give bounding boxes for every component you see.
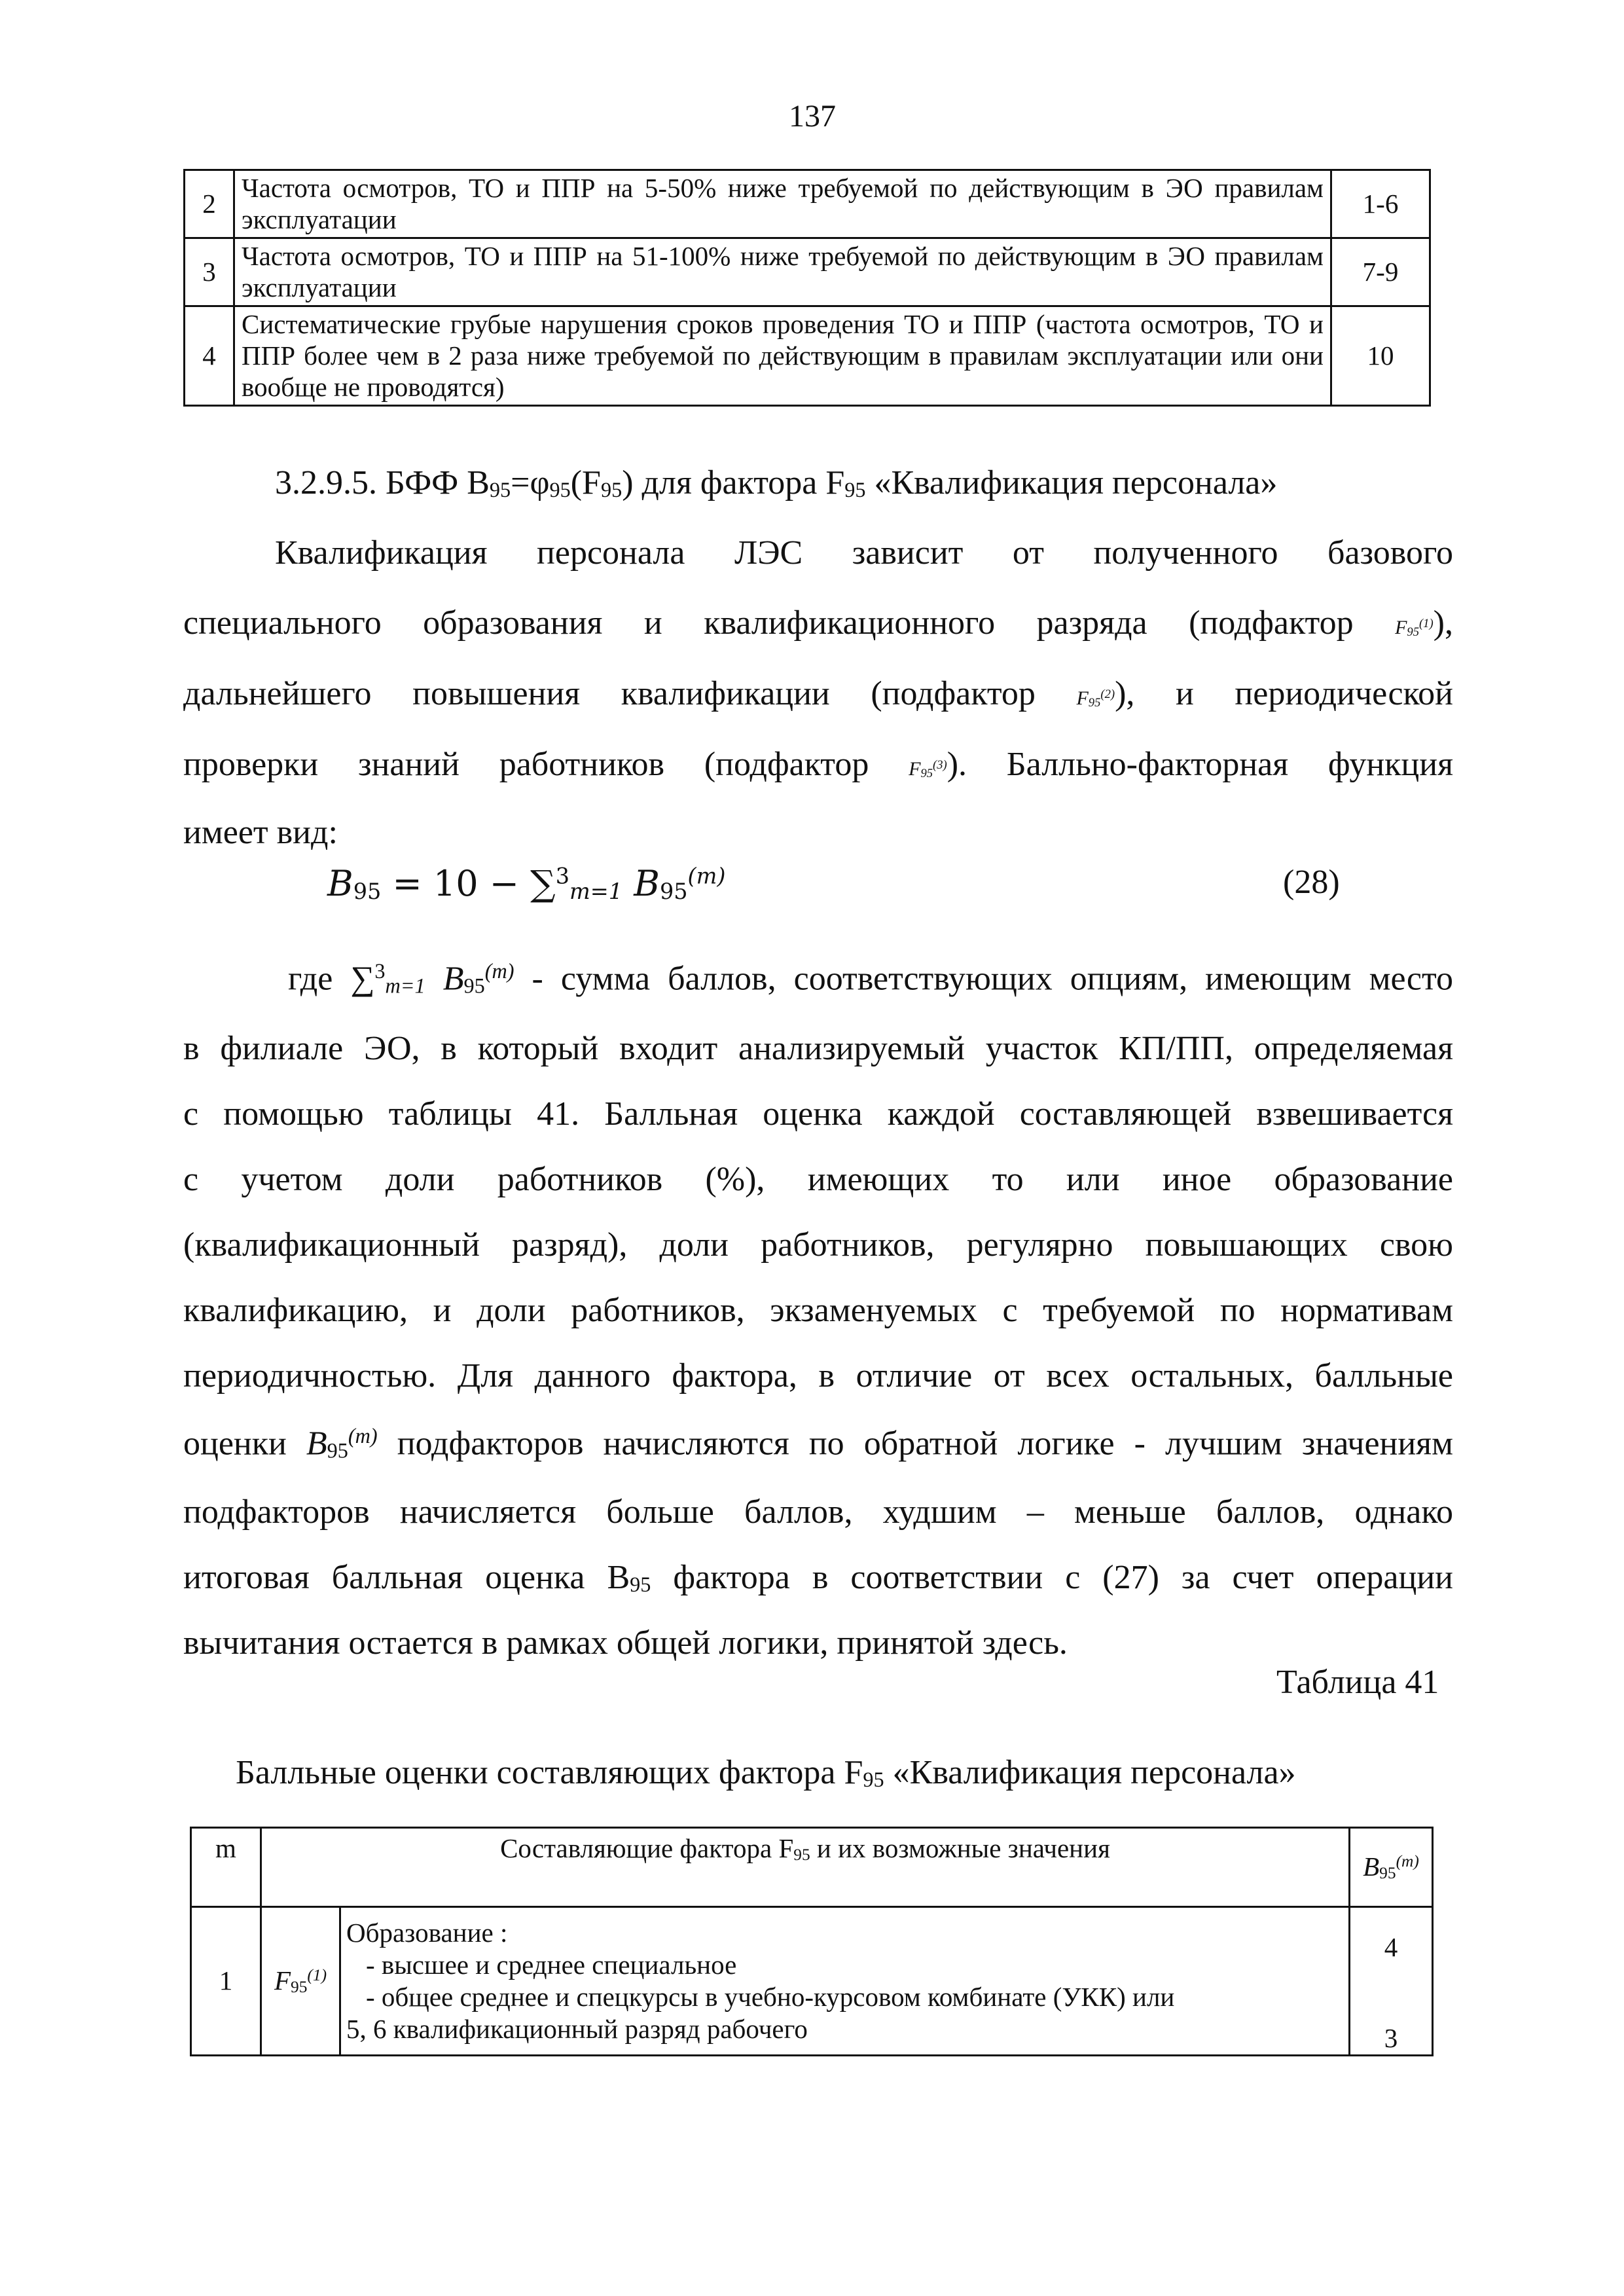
- row-line: - высшее и среднее специальное: [366, 1949, 737, 1980]
- heading-sub: 95: [600, 477, 623, 501]
- symbol-sup: (3): [933, 757, 947, 772]
- header-sub: 95: [793, 1845, 810, 1864]
- text-sub: 95: [463, 974, 485, 998]
- table-41: [190, 1827, 1434, 2056]
- row-text: Частота осмотров, ТО и ППР на 5-50% ниже требуемой по действующим в ЭО правилам эксплуатации: [234, 170, 1331, 238]
- title-part: «Квалификация персонала»: [884, 1754, 1296, 1791]
- text-part: ),: [1433, 604, 1453, 642]
- text-sup: 3: [374, 959, 386, 983]
- para2-line: с помощью таблицы 41. Балльная оценка каждой составляющей взвешивается: [183, 1095, 1453, 1133]
- text-part: - сумма баллов, соответствующих опциям, имеющим место: [514, 960, 1453, 998]
- para2-line: в филиале ЭО, в который входит анализируемый участок КП/ПП, определяемая: [183, 1030, 1453, 1067]
- score-value: 3: [1384, 2022, 1398, 2053]
- row-number: 3: [185, 238, 234, 306]
- symbol-sub: 95: [1088, 695, 1101, 710]
- subfactor-letter: F: [274, 1965, 291, 1996]
- table-row: [185, 238, 1430, 306]
- row-score: 1-6: [1331, 170, 1430, 238]
- para2-line: подфакторов начисляется больше баллов, худшим – меньше баллов, однако: [183, 1493, 1453, 1531]
- score-list: [1350, 1908, 1432, 2054]
- para2-line: вычитания остается в рамках общей логики, принятой здесь.: [183, 1624, 1068, 1662]
- formula-sub: 95: [353, 879, 382, 905]
- row-score: 10: [1331, 306, 1430, 405]
- table-row: [185, 170, 1430, 238]
- row-number: 2: [185, 170, 234, 238]
- subfactor-symbol: [1076, 687, 1115, 709]
- header-m: m: [191, 1828, 261, 1907]
- table-row: [185, 306, 1430, 405]
- heading-sub: 95: [844, 477, 866, 501]
- text-sub: 95: [327, 1438, 348, 1463]
- symbol-letter: F: [1395, 617, 1407, 638]
- para1-line: имеет вид:: [183, 814, 338, 851]
- para2-line: (квалификационный разряд), доли работников, регулярно повышающих свою: [183, 1226, 1453, 1264]
- text-part: где ∑: [288, 960, 375, 998]
- header-symbol: B: [1363, 1851, 1380, 1882]
- header-sup: (m): [1396, 1852, 1419, 1871]
- title-part: Балльные оценки составляющих фактора F: [236, 1754, 863, 1791]
- header-sub: 95: [1379, 1864, 1396, 1883]
- heading-part: ) для фактора F: [622, 464, 845, 501]
- text-part: B: [425, 960, 464, 998]
- heading-part: 3.2.9.5. БФФ В: [275, 464, 490, 501]
- row-number: 4: [185, 306, 234, 405]
- formula-sup: (m): [687, 863, 726, 889]
- formula-part: B: [623, 863, 660, 904]
- para2-line: [183, 1424, 1453, 1463]
- subfactor-symbol: [909, 758, 947, 780]
- text-part: итоговая балльная оценка В: [183, 1559, 630, 1596]
- text-part: оценки: [183, 1425, 287, 1463]
- para1-line: [183, 674, 1453, 713]
- formula-sub: m=1: [569, 879, 623, 905]
- formula: [327, 863, 725, 904]
- symbol-sup: (2): [1100, 687, 1115, 701]
- text-part: фактора в соответствии с (27) за счет операции: [651, 1559, 1453, 1596]
- row-text: [340, 1907, 1350, 2056]
- top-table: [183, 169, 1431, 407]
- subfactor-sub: 95: [291, 1978, 308, 1997]
- para1-line: Квалификация персонала ЛЭС зависит от полученного базового: [275, 534, 1453, 572]
- row-subfactor: [261, 1907, 340, 2056]
- text-part: подфакторов начисляются по обратной логике - лучшим значениям: [377, 1425, 1454, 1463]
- heading-sub: 95: [489, 477, 511, 501]
- text-sup: (m): [348, 1424, 378, 1448]
- para2-line: периодичностью. Для данного фактора, в отличие от всех остальных, балльные: [183, 1357, 1453, 1394]
- text-sub: m=1: [385, 974, 425, 998]
- table-row: [191, 1907, 1433, 2056]
- header-part: Составляющие фактора F: [500, 1833, 794, 1863]
- text-part: специального образования и квалификационного разряда (подфактор: [183, 604, 1354, 642]
- row-line: - общее среднее и спецкурсы в учебно-курсовом комбинате (УКК) или: [366, 1982, 1175, 2012]
- text-part: ). Балльно-факторная функция: [947, 746, 1453, 783]
- score-value: 4: [1384, 1932, 1398, 1962]
- para1-line: [183, 745, 1453, 784]
- symbol-sub: 95: [920, 766, 933, 780]
- para2-line: с учетом доли работников (%), имеющих то или иное образование: [183, 1161, 1453, 1198]
- subfactor-sup: (1): [307, 1966, 327, 1985]
- equation-number: (28): [1283, 864, 1340, 901]
- table-header-row: [191, 1828, 1433, 1907]
- heading-sub: 95: [549, 477, 571, 501]
- row-m: 1: [191, 1907, 261, 2056]
- subfactor-symbol: [1395, 617, 1434, 638]
- para2-line: [183, 1558, 1453, 1597]
- header-score: [1350, 1828, 1433, 1907]
- formula-part: B: [327, 863, 353, 904]
- formula-part: = 10 − ∑: [381, 863, 556, 904]
- symbol-sub: 95: [1407, 625, 1419, 639]
- text-part: дальнейшего повышения квалификации (подфактор: [183, 675, 1036, 712]
- section-heading: [275, 464, 1277, 502]
- formula-sub: 95: [659, 879, 688, 905]
- text-part: ), и периодической: [1115, 675, 1453, 712]
- row-text: Систематические грубые нарушения сроков проведения ТО и ППР (частота осмотров, ТО и ППР более чем в 2 раза ниже требуемой по действующим в правилам эксплуатации или они вообще не проводятся): [234, 306, 1331, 405]
- heading-part: «Квалификация персонала»: [865, 464, 1278, 501]
- header-part: и их возможные значения: [810, 1833, 1110, 1863]
- row-line: 5, 6 квалификационный разряд рабочего: [346, 2014, 808, 2045]
- row-line: Образование :: [346, 1917, 508, 1948]
- symbol-letter: F: [909, 758, 921, 780]
- text-part: B: [306, 1425, 327, 1463]
- row-text: Частота осмотров, ТО и ППР на 51-100% ниже требуемой по действующим в ЭО правилам эксплуатации: [234, 238, 1331, 306]
- row-score: 7-9: [1331, 238, 1430, 306]
- page-number: 137: [789, 99, 836, 134]
- title-sub: 95: [863, 1767, 884, 1791]
- para2-line: [288, 959, 1453, 998]
- header-components: [261, 1828, 1350, 1907]
- text-sub: 95: [630, 1572, 651, 1596]
- heading-part: =φ: [511, 464, 550, 501]
- table-title: [236, 1753, 1296, 1792]
- row-scores: [1350, 1907, 1433, 2056]
- text-part: проверки знаний работников (подфактор: [183, 746, 869, 783]
- table-caption: Таблица 41: [1276, 1664, 1439, 1701]
- text-sup: (m): [484, 959, 514, 983]
- para2-line: квалификацию, и доли работников, экзаменуемых с требуемой по нормативам: [183, 1292, 1453, 1329]
- symbol-sup: (1): [1418, 616, 1434, 630]
- para1-line: [183, 604, 1453, 642]
- formula-sup: 3: [555, 863, 569, 889]
- symbol-letter: F: [1076, 687, 1089, 709]
- heading-part: (F: [570, 464, 601, 501]
